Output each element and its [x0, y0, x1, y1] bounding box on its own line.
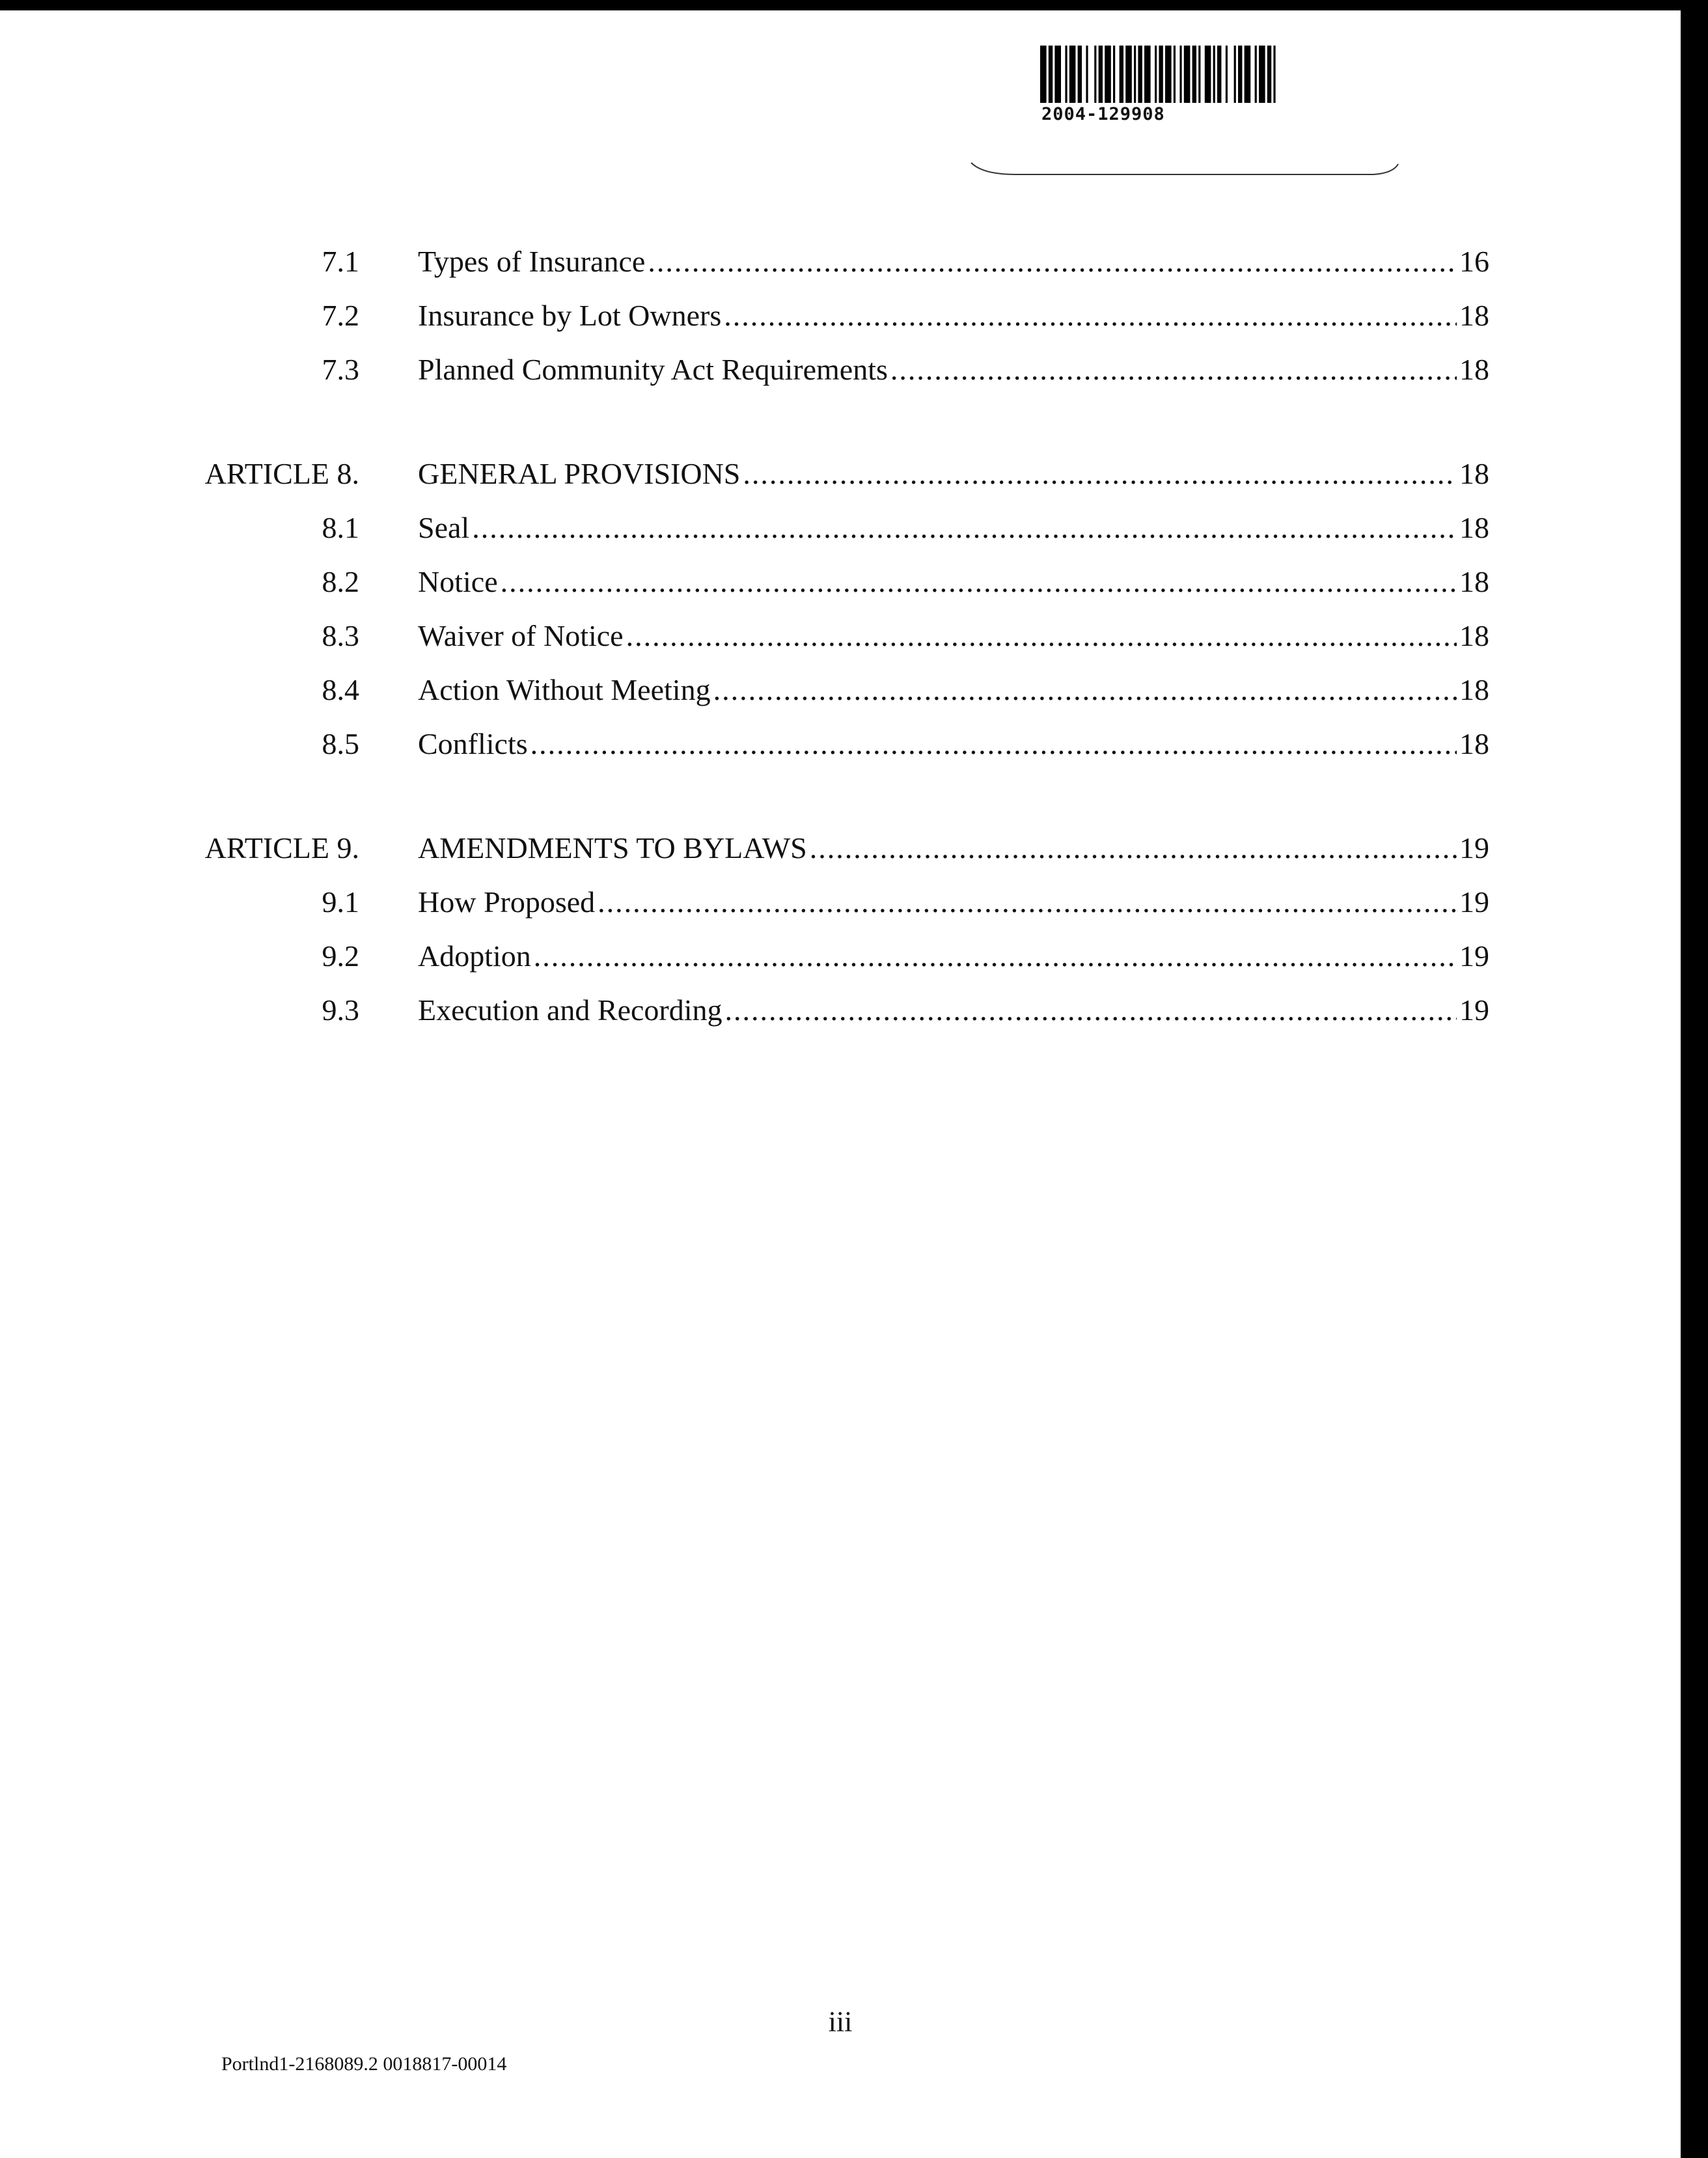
toc-leader [743, 454, 1457, 493]
barcode-bar [1245, 46, 1251, 103]
toc-leader [472, 508, 1457, 547]
toc-title: Action Without Meeting [418, 673, 711, 706]
toc-number: 8.3 [322, 619, 359, 652]
toc-page-number: 18 [1459, 619, 1489, 652]
toc-page-number: 18 [1459, 353, 1489, 386]
toc-title: Planned Community Act Requirements [418, 353, 888, 386]
barcode [1040, 46, 1333, 124]
toc-title: How Proposed [418, 885, 596, 919]
toc-entry [0, 883, 1681, 922]
barcode-bar [1165, 46, 1172, 103]
toc-article-heading [0, 454, 1681, 493]
toc-entry [0, 242, 1681, 281]
toc-number: ARTICLE 8. [204, 457, 359, 490]
toc-leader [890, 350, 1457, 389]
toc-title: Conflicts [418, 727, 528, 760]
toc-number: 8.2 [322, 565, 359, 598]
toc-leader [725, 991, 1457, 1030]
barcode-bar [1065, 46, 1067, 103]
barcode-bar [1159, 46, 1163, 103]
toc-page-number: 19 [1459, 993, 1489, 1027]
toc-number: 9.1 [322, 885, 359, 919]
toc-number: ARTICLE 9. [204, 831, 359, 865]
barcode-bar [1113, 46, 1115, 103]
toc-number: 8.5 [322, 727, 359, 760]
toc-leader [501, 562, 1457, 602]
toc-leader [648, 242, 1457, 281]
toc-entry [0, 350, 1681, 389]
toc-page-number: 18 [1459, 299, 1489, 332]
toc-title: Insurance by Lot Owners [418, 299, 722, 332]
barcode-bar [1255, 46, 1257, 103]
barcode-bar [1040, 46, 1047, 103]
barcode-bar [1094, 46, 1096, 103]
barcode-bar [1226, 46, 1228, 103]
barcode-bar [1099, 46, 1103, 103]
barcode-bar [1273, 46, 1275, 103]
toc-article-heading [0, 829, 1681, 868]
barcode-bar [1105, 46, 1111, 103]
toc-page-number: 18 [1459, 457, 1489, 490]
barcode-bar [1174, 46, 1176, 103]
barcode-bar [1213, 46, 1215, 103]
barcode-bar [1198, 46, 1200, 103]
toc-leader [530, 725, 1457, 764]
barcode-bar [1259, 46, 1265, 103]
barcode-bar [1138, 46, 1142, 103]
barcode-bar [1238, 46, 1242, 103]
toc-entry [0, 937, 1681, 976]
toc-number: 9.3 [322, 993, 359, 1027]
barcode-number: 2004-129908 [1041, 104, 1165, 124]
barcode-bar [1192, 46, 1196, 103]
barcode-bar [1179, 46, 1181, 103]
toc-number: 7.2 [322, 299, 359, 332]
toc-entry [0, 508, 1681, 547]
toc-number: 8.4 [322, 673, 359, 706]
toc-page-number: 19 [1459, 885, 1489, 919]
toc-entry [0, 671, 1681, 710]
toc-leader [534, 937, 1457, 976]
recording-line [970, 160, 1399, 180]
barcode-icon [1040, 46, 1333, 103]
toc-page-number: 18 [1459, 511, 1489, 544]
toc-entry [0, 616, 1681, 656]
toc-number: 7.3 [322, 353, 359, 386]
barcode-bar [1155, 46, 1157, 103]
toc-entry [0, 725, 1681, 764]
document-page [0, 10, 1681, 2158]
toc-page-number: 18 [1459, 565, 1489, 598]
page-number: iii [828, 2006, 853, 2038]
barcode-bar [1134, 46, 1136, 103]
barcode-bar [1234, 46, 1236, 103]
toc-title: Seal [418, 511, 470, 544]
barcode-bar [1144, 46, 1151, 103]
toc-leader [713, 671, 1457, 710]
document-reference: Portlnd1-2168089.2 0018817-00014 [221, 2053, 507, 2075]
toc-title: AMENDMENTS TO BYLAWS [418, 831, 807, 865]
toc-page-number: 19 [1459, 939, 1489, 973]
barcode-bar [1125, 46, 1132, 103]
barcode-bar [1086, 46, 1088, 103]
toc-page-number: 18 [1459, 673, 1489, 706]
barcode-bar [1120, 46, 1123, 103]
toc-page-number: 18 [1459, 727, 1489, 760]
toc-leader [724, 296, 1457, 335]
toc-number: 8.1 [322, 511, 359, 544]
toc-leader [598, 883, 1457, 922]
toc-title: Types of Insurance [418, 245, 646, 278]
barcode-bar [1184, 46, 1191, 103]
toc-leader [810, 829, 1457, 868]
toc-page-number: 16 [1459, 245, 1489, 278]
toc-entry [0, 296, 1681, 335]
toc-entry [0, 562, 1681, 602]
toc-page-number: 19 [1459, 831, 1489, 865]
barcode-bar [1054, 46, 1061, 103]
barcode-bar [1267, 46, 1271, 103]
toc-title: Notice [418, 565, 498, 598]
toc-title: Waiver of Notice [418, 619, 624, 652]
toc-number: 9.2 [322, 939, 359, 973]
toc-title: Execution and Recording [418, 993, 723, 1027]
barcode-bar [1078, 46, 1082, 103]
barcode-bar [1205, 46, 1211, 103]
toc-entry [0, 991, 1681, 1030]
toc-leader [626, 616, 1457, 656]
barcode-bar [1049, 46, 1053, 103]
barcode-bar [1217, 46, 1221, 103]
toc-title: Adoption [418, 939, 531, 973]
toc-title: GENERAL PROVISIONS [418, 457, 741, 490]
barcode-bar [1069, 46, 1076, 103]
toc-number: 7.1 [322, 245, 359, 278]
